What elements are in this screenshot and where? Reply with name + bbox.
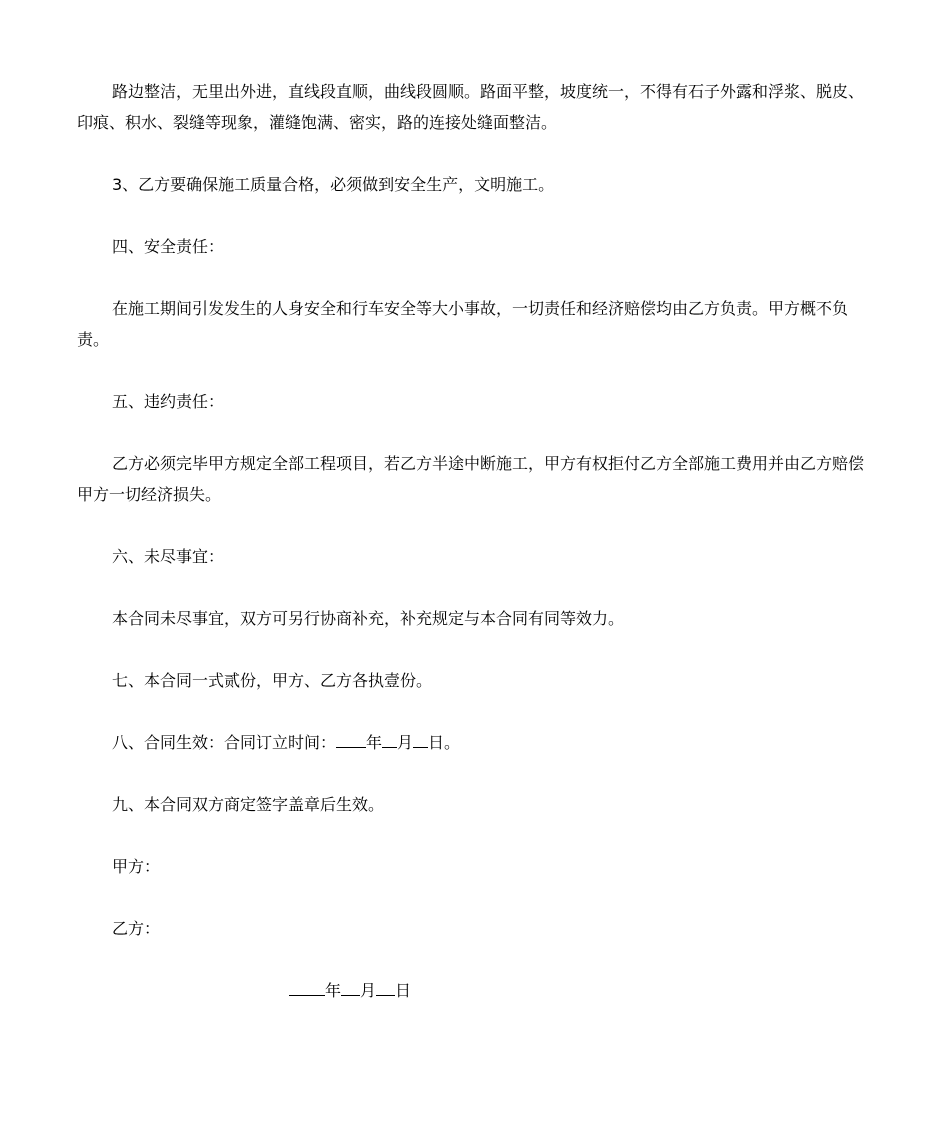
signature-day-label: 日 xyxy=(395,981,412,1000)
signature-year-label: 年 xyxy=(325,981,342,1000)
month-blank xyxy=(382,730,397,748)
signature-month-blank xyxy=(341,978,360,996)
heading-unresolved-matters: 六、未尽事宜： xyxy=(112,547,225,566)
paragraph-clause-nine: 九、本合同双方商定签字盖章后生效。 xyxy=(112,795,385,814)
party-a-label: 甲方： xyxy=(112,857,161,876)
signature-day-blank xyxy=(376,978,395,996)
paragraph-unresolved-matters: 本合同未尽事宜，双方可另行协商补充，补充规定与本合同有同等效力。 xyxy=(112,609,625,628)
effective-month-label: 月 xyxy=(397,733,414,752)
day-blank xyxy=(413,730,428,748)
paragraph-copies: 七、本合同一式贰份，甲方、乙方各执壹份。 xyxy=(112,671,433,690)
paragraph-safety-responsibility: 在施工期间引发发生的人身安全和行车安全等大小事故，一切责任和经济赔偿均由乙方负责。甲方概不负责。 xyxy=(77,299,849,349)
signature-date xyxy=(77,975,873,1006)
party-b-label: 乙方： xyxy=(112,919,161,938)
effective-day-label: 日。 xyxy=(428,733,461,752)
effective-year-label: 年 xyxy=(366,733,383,752)
heading-safety-responsibility: 四、安全责任： xyxy=(112,237,225,256)
signature-year-blank xyxy=(289,978,325,996)
contract-body xyxy=(77,76,873,1006)
year-blank xyxy=(336,730,366,748)
paragraph-quality-safety: 3、乙方要确保施工质量合格，必须做到安全生产，文明施工。 xyxy=(112,175,555,194)
effective-prefix: 八、合同生效：合同订立时间： xyxy=(112,733,337,752)
signature-month-label: 月 xyxy=(360,981,377,1000)
paragraph-breach-responsibility: 乙方必须完毕甲方规定全部工程项目，若乙方半途中断施工，甲方有权拒付乙方全部施工费用并由乙方赔偿甲方一切经济损失。 xyxy=(77,454,865,504)
heading-breach-responsibility: 五、违约责任： xyxy=(112,392,225,411)
paragraph-road-quality: 路边整洁，无里出外进，直线段直顺，曲线段圆顺。路面平整，坡度统一，不得有石子外露和浮浆、脱皮、印痕、积水、裂缝等现象，灌缝饱满、密实，路的连接处缝面整洁。 xyxy=(77,82,865,132)
paragraph-effective-date xyxy=(77,727,873,758)
